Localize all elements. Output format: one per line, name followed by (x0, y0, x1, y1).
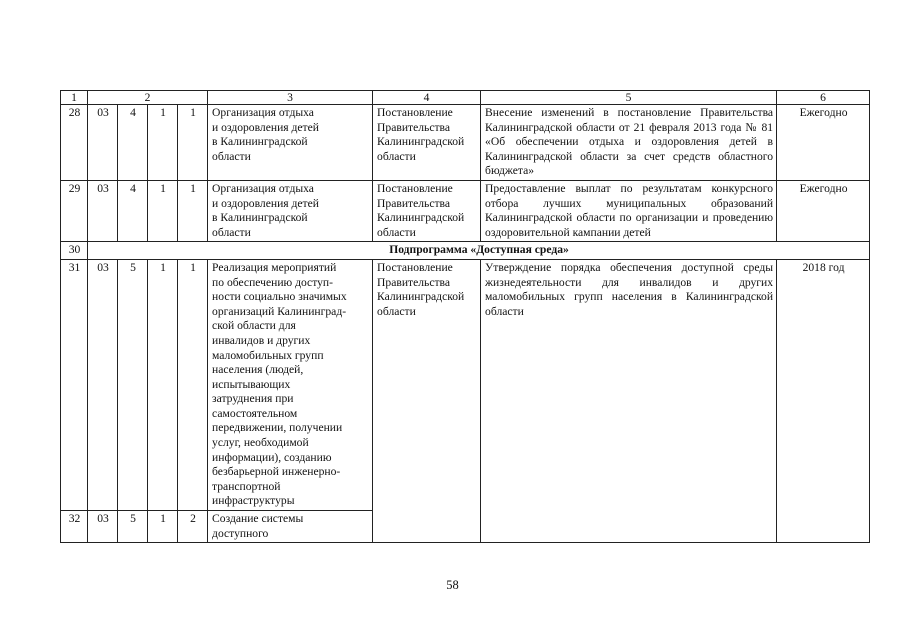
header-cell: 6 (777, 91, 870, 105)
content-cell: Утверждение порядка обеспечения доступной среды жизнедеятельности для инвалидов и других маломобильных групп населения в Калининградской области (481, 259, 777, 542)
content-cell: Предоставление выплат по результатам конкурсного отбора лучших муниципальных образований Калининградской области по организации и проведению оздоровительной кампании детей (481, 180, 777, 241)
document-cell: Постановление Правительства Калининградской области (373, 180, 481, 241)
subprogram-row (61, 242, 870, 260)
measure-cell: Создание системы доступного (208, 511, 373, 543)
code-cell: 2 (178, 511, 208, 543)
header-cell: 1 (61, 91, 88, 105)
code-cell: 1 (148, 511, 178, 543)
code-cell: 03 (88, 259, 118, 510)
code-cell: 5 (118, 259, 148, 510)
row-number: 31 (61, 259, 88, 510)
measure-cell: Организация отдыха и оздоровления детей в Калининградской области (208, 180, 373, 241)
code-cell: 03 (88, 180, 118, 241)
code-cell: 1 (148, 259, 178, 510)
measure-cell: Реализация мероприятий по обеспечению доступ- ности социально значимых организаций Калининград- ской области для инвалидов и других маломобильных групп населения (людей, испытывающих затруднения при самостоятельном передвижении, получении услуг, необходимой информации), созданию безбарьерной инженерно- транспортной инфраструктуры (208, 259, 373, 510)
code-cell: 4 (118, 105, 148, 181)
header-row (61, 91, 870, 105)
code-cell: 03 (88, 105, 118, 181)
code-cell: 03 (88, 511, 118, 543)
code-cell: 4 (118, 180, 148, 241)
measure-cell: Организация отдыха и оздоровления детей в Калининградской области (208, 105, 373, 181)
subprogram-title: Подпрограмма «Доступная среда» (88, 242, 870, 260)
row-number: 28 (61, 105, 88, 181)
code-cell: 1 (148, 180, 178, 241)
document-cell: Постановление Правительства Калининградской области (373, 259, 481, 542)
document-cell: Постановление Правительства Калининградской области (373, 105, 481, 181)
header-cell: 3 (208, 91, 373, 105)
content-cell: Внесение изменений в постановление Правительства Калининградской области от 21 февраля 2013 года № 81 «Об обеспечении отдыха и оздоровления детей в Калининградской области за счет средств областного бюджета» (481, 105, 777, 181)
header-cell: 5 (481, 91, 777, 105)
code-cell: 1 (148, 105, 178, 181)
table-row (61, 105, 870, 181)
code-cell: 1 (178, 180, 208, 241)
row-number: 29 (61, 180, 88, 241)
code-cell: 1 (178, 259, 208, 510)
row-number: 30 (61, 242, 88, 260)
code-cell: 1 (178, 105, 208, 181)
row-number: 32 (61, 511, 88, 543)
header-cell: 4 (373, 91, 481, 105)
term-cell: 2018 год (777, 259, 870, 542)
code-cell: 5 (118, 511, 148, 543)
header-cell: 2 (88, 91, 208, 105)
table-row (61, 259, 870, 510)
term-cell: Ежегодно (777, 105, 870, 181)
page-number: 58 (446, 578, 459, 592)
regulation-table (60, 90, 870, 543)
term-cell: Ежегодно (777, 180, 870, 241)
table-row (61, 180, 870, 241)
